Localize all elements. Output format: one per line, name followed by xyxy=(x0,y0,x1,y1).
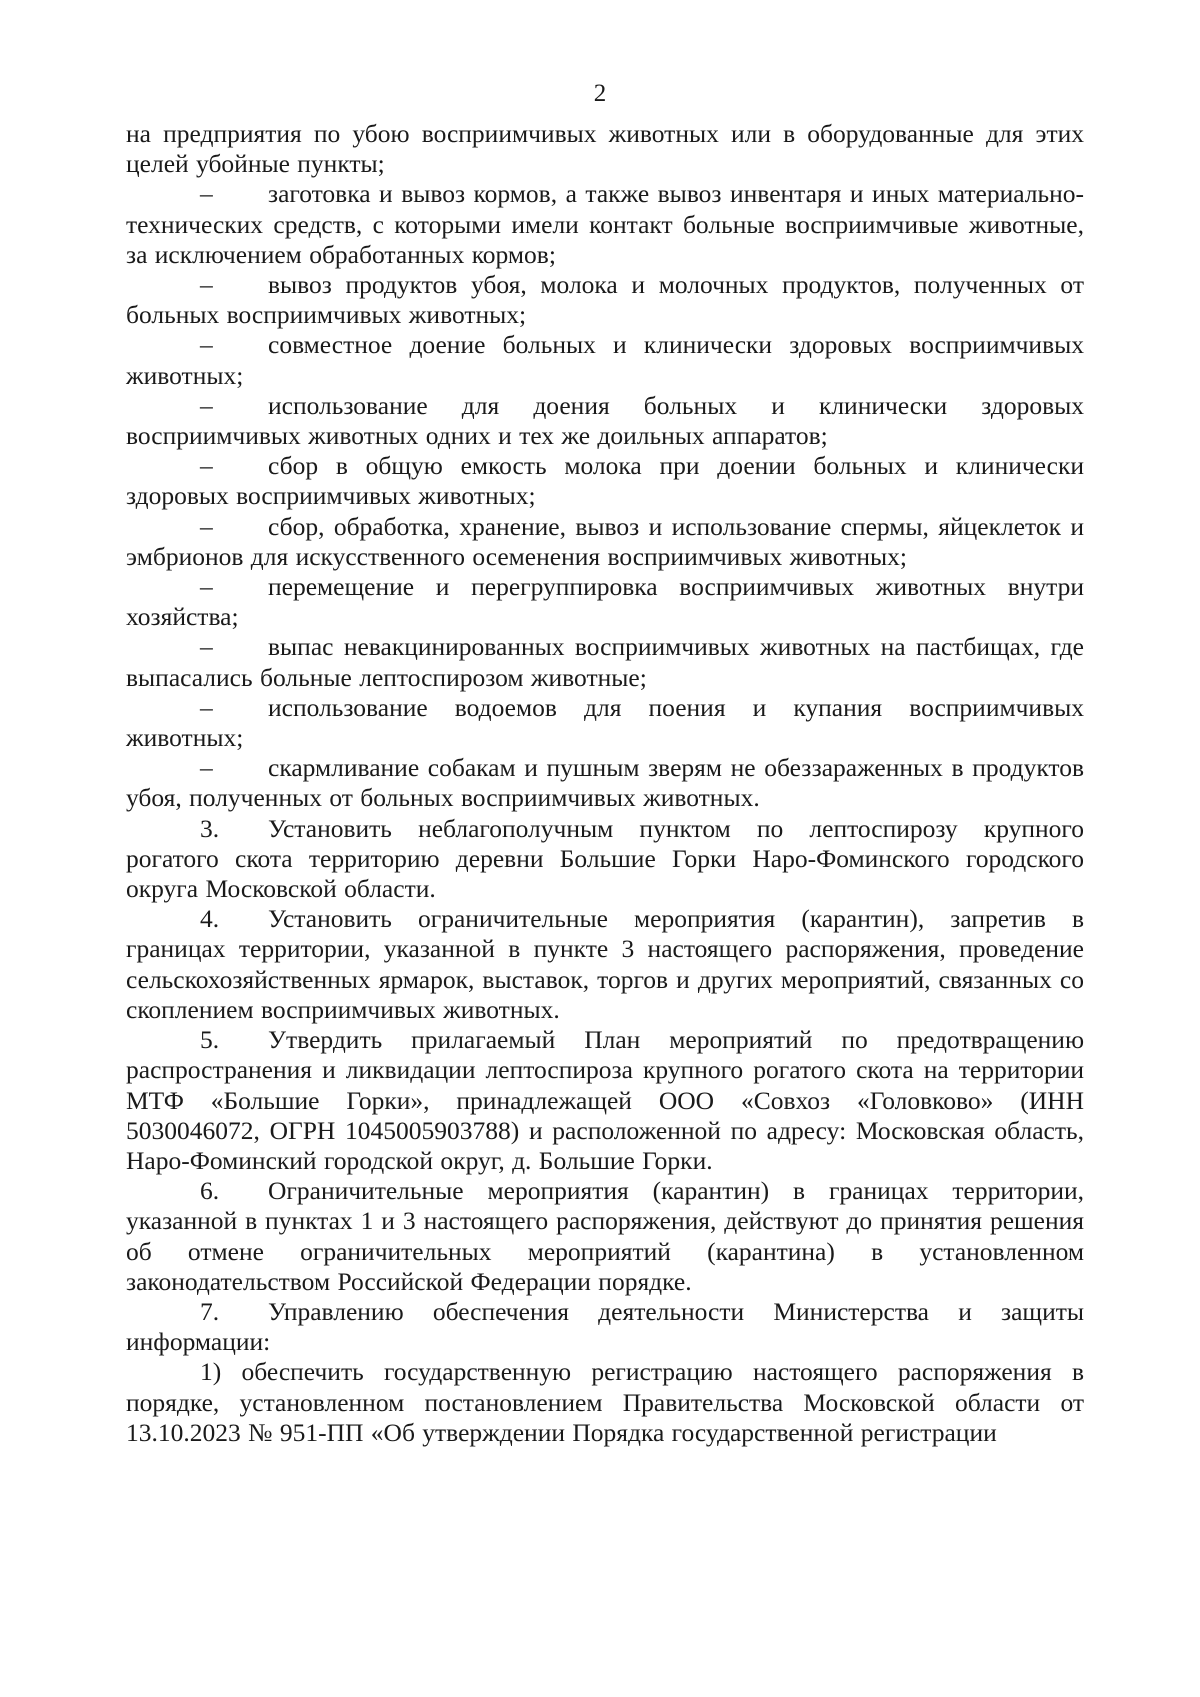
paragraph xyxy=(126,391,1084,451)
paragraph-text: Утвердить прилагаемый План мероприятий по предотвращению распространения и ликвидации лептоспироза крупного рогатого скота на территории МТФ «Большие Горки», принадлежащей ООО «Совхоз «Головково» (ИНН 5030046072, ОГРН 1045005903788) и расположенной по адресу: Московская область, Наро-Фоминский городской округ, д. Большие Горки. xyxy=(126,1025,1084,1175)
list-dash-marker: – xyxy=(200,511,213,541)
list-dash-marker: – xyxy=(200,572,213,602)
paragraph xyxy=(126,904,1084,1025)
paragraph xyxy=(126,1297,1084,1357)
item-number: 4. xyxy=(200,904,220,934)
list-dash-marker: – xyxy=(200,692,213,722)
item-number: 3. xyxy=(200,813,220,843)
paragraph-text: сбор в общую емкость молока при доении больных и клинически здоровых восприимчивых животных; xyxy=(126,451,1084,511)
item-number: 6. xyxy=(200,1176,220,1206)
paragraph xyxy=(126,270,1084,330)
paragraph xyxy=(126,572,1084,632)
paragraph xyxy=(126,179,1084,270)
paragraph xyxy=(126,451,1084,511)
item-number: 7. xyxy=(200,1296,220,1326)
paragraph-text: сбор, обработка, хранение, вывоз и использование спермы, яйцеклеток и эмбрионов для искусственного осеменения восприимчивых животных; xyxy=(126,511,1084,571)
paragraph-text: перемещение и перегруппировка восприимчивых животных внутри хозяйства; xyxy=(126,572,1084,632)
list-dash-marker: – xyxy=(200,632,213,662)
paragraph-text: совместное доение больных и клинически здоровых восприимчивых животных; xyxy=(126,330,1084,390)
paragraph xyxy=(126,693,1084,753)
paragraph-text: на предприятия по убою восприимчивых животных или в оборудованные для этих целей убойные пункты; xyxy=(126,119,1084,179)
paragraph-text: заготовка и вывоз кормов, а также вывоз инвентаря и иных материально-технических средств, с которыми имели контакт больные восприимчивые животные, за исключением обработанных кормов; xyxy=(126,179,1084,269)
paragraph-text: 1) обеспечить государственную регистрацию настоящего распоряжения в порядке, установленном постановлением Правительства Московской области от 13.10.2023 № 951-ПП «Об утверждении Порядка государственной регистрации xyxy=(126,1357,1084,1447)
paragraph xyxy=(126,330,1084,390)
paragraph xyxy=(126,1357,1084,1448)
list-dash-marker: – xyxy=(200,270,213,300)
paragraph-text: использование водоемов для поения и купания восприимчивых животных; xyxy=(126,692,1084,753)
paragraph-text: использование для доения больных и клинически здоровых восприимчивых животных одних и тех же доильных аппаратов; xyxy=(126,390,1084,451)
paragraph xyxy=(126,1025,1084,1176)
paragraph-text: выпас невакцинированных восприимчивых животных на пастбищах, где выпасались больные лептоспирозом животные; xyxy=(126,632,1084,692)
document-body xyxy=(126,119,1084,1448)
paragraph-text: вывоз продуктов убоя, молока и молочных продуктов, полученных от больных восприимчивых животных; xyxy=(126,270,1084,330)
paragraph xyxy=(126,119,1084,179)
paragraph xyxy=(126,512,1084,572)
list-dash-marker: – xyxy=(200,753,213,783)
page-number: 2 xyxy=(593,80,607,107)
list-dash-marker: – xyxy=(200,179,213,209)
paragraph xyxy=(126,632,1084,692)
list-dash-marker: – xyxy=(200,390,213,420)
list-dash-marker: – xyxy=(200,451,213,481)
paragraph xyxy=(126,1176,1084,1297)
list-dash-marker: – xyxy=(200,330,213,360)
paragraph xyxy=(126,753,1084,813)
item-number: 5. xyxy=(200,1025,220,1055)
paragraph-text: Установить ограничительные мероприятия (карантин), запретив в границах территории, указанной в пункте 3 настоящего распоряжения, проведение сельскохозяйственных ярмарок, выставок, торгов и других мероприятий, связанных со скоплением восприимчивых животных. xyxy=(126,904,1084,1024)
paragraph-text: скармливание собакам и пушным зверям не обеззараженных в продуктов убоя, полученных от больных восприимчивых животных. xyxy=(126,753,1084,813)
paragraph-text: Ограничительные мероприятия (карантин) в границах территории, указанной в пунктах 1 и 3 настоящего распоряжения, действуют до принятия решения об отмене ограничительных мероприятий (карантина) в установленном законодательством Российской Федерации порядке. xyxy=(126,1176,1084,1296)
paragraph-text: Управлению обеспечения деятельности Министерства и защиты информации: xyxy=(126,1296,1084,1357)
paragraph xyxy=(126,814,1084,905)
paragraph-text: Установить неблагополучным пунктом по лептоспирозу крупного рогатого скота территорию деревни Большие Горки Наро-Фоминского городского округа Московской области. xyxy=(126,813,1084,904)
